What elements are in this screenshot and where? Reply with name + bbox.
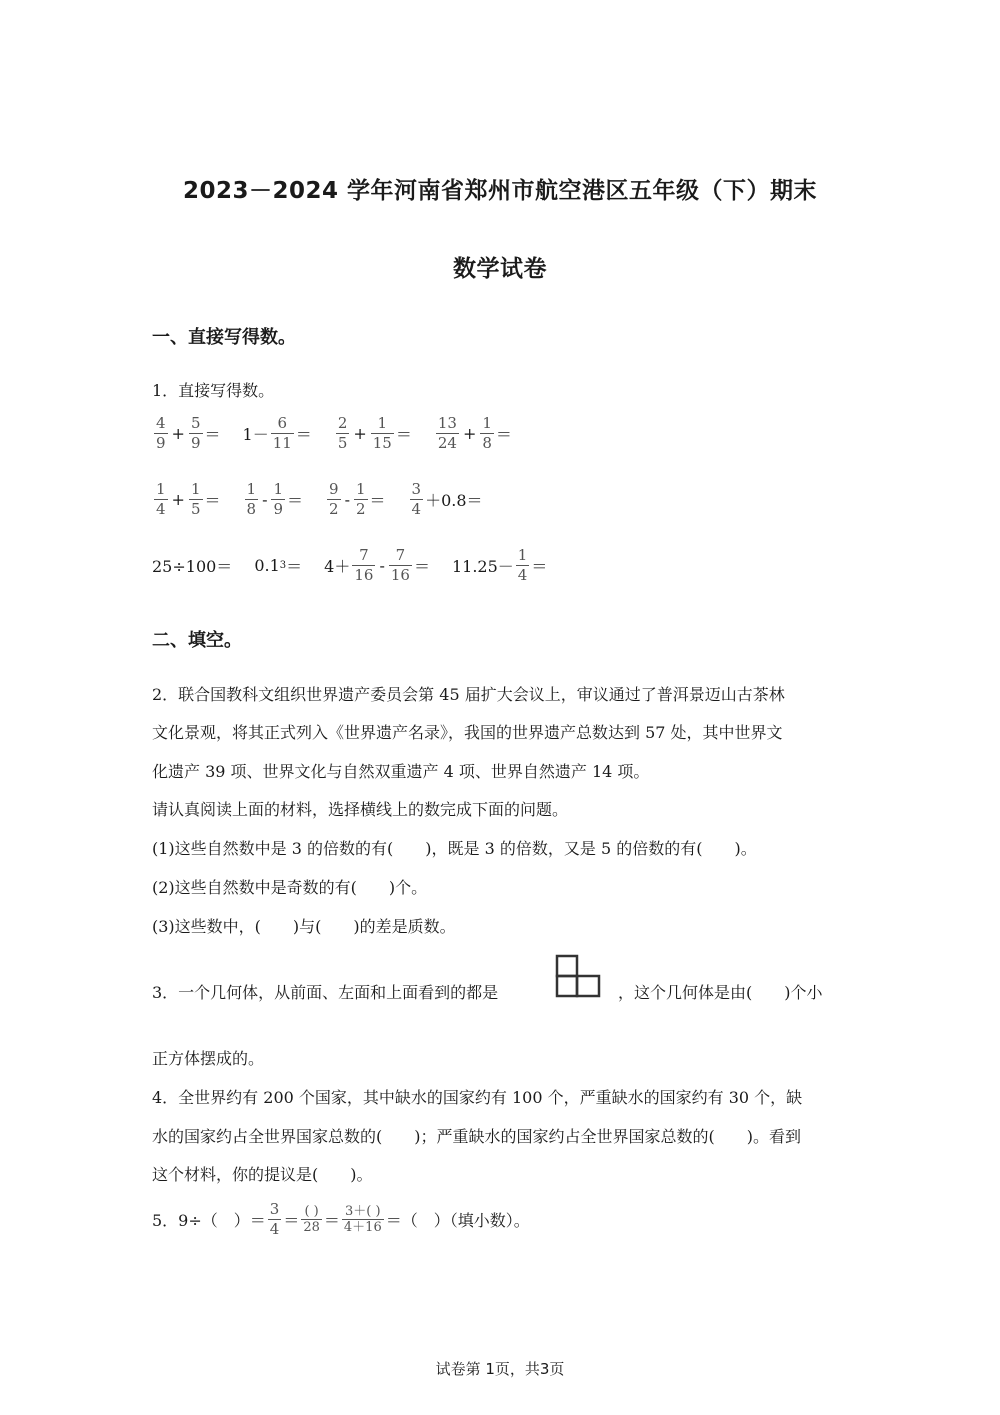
- question-2-line: 请认真阅读上面的材料，选择横线上的数完成下面的问题。: [152, 800, 569, 819]
- math-row-3: [152, 546, 569, 585]
- expression: $\frac{13}{24}$ + $\frac{1}{8}$ ＝: [437, 414, 512, 452]
- question-1-label: 1．直接写得数。: [152, 381, 275, 400]
- expression: 1－ $\frac{6}{11}$ ＝: [242, 414, 312, 452]
- question-3-line-1-cont: ，这个几何体是由( )个小: [618, 983, 823, 1002]
- question-2-line: 化遗产 39 项、世界文化与自然双重遗产 4 项、世界自然遗产 14 项。: [152, 762, 650, 781]
- expression: $\frac{4}{9}$ + $\frac{5}{9}$ ＝: [156, 414, 221, 452]
- question-4-line: 水的国家约占全世界国家总数的( )；严重缺水的国家约占全世界国家总数的( )。看到: [152, 1127, 801, 1146]
- expression: 25÷100＝: [152, 557, 233, 576]
- page-footer: 试卷第 1页，共3页: [435, 1360, 565, 1378]
- question-2-sub-2: (2)这些自然数中是奇数的有( )个。: [152, 878, 428, 897]
- expression: $\frac{3}{4}$ ＋0.8＝: [411, 480, 483, 518]
- expression: 0.1 3 ＝: [254, 556, 303, 576]
- expression: 4＋ $\frac{7}{16}$ - $\frac{7}{16}$ ＝: [324, 546, 430, 584]
- question-3-line-1: 3．一个几何体，从前面、左面和上面看到的都是: [152, 983, 499, 1002]
- expression: $\frac{1}{4}$ + $\frac{1}{5}$ ＝: [156, 480, 221, 518]
- question-2-line: 文化景观，将其正式列入《世界遗产名录》，我国的世界遗产总数达到 57 处，其中世界文: [152, 723, 783, 742]
- exam-title-line2: 数学试卷: [453, 256, 547, 282]
- math-row-2: [152, 480, 505, 519]
- expression: $\frac{1}{8}$ - $\frac{1}{9}$ ＝: [246, 480, 304, 518]
- math-row-1: [152, 414, 534, 453]
- exam-title-line1: 2023－2024 学年河南省郑州市航空港区五年级（下）期末: [182, 178, 818, 204]
- question-3-line-2: 正方体摆成的。: [152, 1049, 265, 1068]
- expression: $\frac{9}{2}$ - $\frac{1}{2}$ ＝: [329, 480, 386, 518]
- question-4-line: 这个材料，你的提议是( )。: [152, 1165, 373, 1184]
- three-square-view-figure: [554, 954, 602, 998]
- question-2-line: 2．联合国教科文组织世界遗产委员会第 45 届扩大会议上，审议通过了普洱景迈山古茶林: [152, 685, 785, 704]
- question-5: 5．9÷（ ）＝ $\frac{3}{4}$ ＝ $\frac{( )}{28}$ ＝ $\frac{3+( )}{4+16}$ ＝（ ）（填小数）。: [152, 1200, 530, 1238]
- question-2-sub-3: (3)这些数中，( )与( )的差是质数。: [152, 917, 456, 936]
- expression: $\frac{2}{5}$ + $\frac{1}{15}$ ＝: [337, 414, 412, 452]
- section-heading-1: 一、直接写得数。: [152, 327, 296, 348]
- expression: 11.25－ $\frac{1}{4}$ ＝: [451, 546, 548, 584]
- question-2-sub-1: (1)这些自然数中是 3 的倍数的有( )，既是 3 的倍数，又是 5 的倍数的有( )。: [152, 839, 757, 858]
- section-heading-2: 二、填空。: [152, 630, 242, 651]
- question-4-line: 4．全世界约有 200 个国家，其中缺水的国家约有 100 个，严重缺水的国家约有 30 个，缺: [152, 1088, 803, 1107]
